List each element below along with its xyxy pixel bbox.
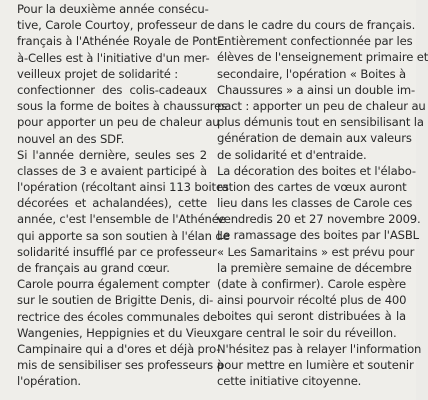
- article-line: tive, Carole Courtoy, professeur de: [17, 18, 215, 33]
- article-line: à-Celles est à l'initiative d'un mer-: [17, 50, 210, 65]
- article-line: de solidarité et d'entraide.: [217, 147, 367, 162]
- article-line: Campinaire qui a d'ores et déjà pro-: [17, 341, 221, 356]
- article-line: la première semaine de décembre: [217, 260, 412, 275]
- article-line: veilleux projet de solidarité :: [17, 66, 179, 81]
- article-line: pact : apporter un peu de chaleur au: [217, 98, 426, 113]
- article-line: plus démunis tout en sensibilisant la: [217, 115, 424, 130]
- article-line: dans le cadre du cours de français.: [217, 18, 416, 32]
- article-right-column: [217, 0, 428, 389]
- article-line: pour mettre en lumière et soutenir: [217, 357, 414, 372]
- article-line: vendredis 20 et 27 novembre 2009.: [217, 212, 421, 227]
- article-line: nouvel an des SDF.: [17, 131, 125, 146]
- article-line: rectrice des écoles communales de: [17, 309, 218, 324]
- article-line: sous la forme de boites à chaussures: [17, 99, 228, 114]
- article-line: lieu dans les classes de Carole ces: [217, 196, 413, 211]
- article-line: gare central le soir du réveillon.: [217, 325, 397, 340]
- article-line: confectionner des colis-cadeaux: [17, 82, 207, 97]
- article-left-column: [17, 0, 230, 390]
- article-line: Pour la deuxième année consécu-: [17, 2, 209, 16]
- article-line: décorées et achalandées), cette: [17, 196, 207, 211]
- article-line: ainsi pourvoir récolté plus de 400: [217, 293, 407, 308]
- article-line: cette initiative citoyenne.: [217, 374, 362, 389]
- article-line: l'opération.: [17, 374, 81, 389]
- article-line: sur le soutien de Brigitte Denis, di-: [17, 293, 214, 308]
- article-line: La décoration des boites et l'élabo-: [217, 163, 416, 178]
- article-line: mis de sensibiliser ses professeurs à: [17, 358, 224, 373]
- article-line: année, c'est l'ensemble de l'Athénée: [17, 212, 226, 227]
- article-line: boites qui seront distribuées à la: [217, 309, 406, 324]
- article-line: Entièrement confectionnée par les: [217, 34, 413, 49]
- article-line: ration des cartes de vœux auront: [217, 179, 407, 194]
- article-line: Chaussures » a ainsi un double im-: [217, 82, 416, 97]
- article-line: (date à confirmer). Carole espère: [217, 277, 406, 291]
- article-line: français à l'Athénée Royale de Pont-: [17, 34, 222, 49]
- article-line: classes de 3 e avaient participé à: [17, 163, 207, 178]
- article-line: pour apporter un peu de chaleur au: [17, 115, 220, 130]
- article-line: « Les Samaritains » est prévu pour: [217, 244, 415, 259]
- article-line: secondaire, l'opération « Boites à: [217, 66, 406, 81]
- article-line: Carole pourra également compter: [17, 277, 210, 292]
- article-line: Wangenies, Heppignies et du Vieux: [17, 325, 218, 340]
- article-line: l'opération (récoltant ainsi 113 boites: [17, 180, 229, 195]
- article-line: solidarité insufflé par ce professeur: [17, 244, 217, 259]
- article-line: qui apporte sa son soutien à l'élan de: [17, 228, 230, 243]
- article-line: Si l'année dernière, seules ses 2: [17, 147, 207, 162]
- article-line: Le ramassage des boites par l'ASBL: [217, 228, 419, 243]
- article-line: élèves de l'enseignement primaire et: [217, 50, 428, 65]
- article-line: de français au grand cœur.: [17, 261, 170, 275]
- article-line: génération de demain aux valeurs: [217, 131, 412, 146]
- article-line: N'hésitez pas à relayer l'information: [217, 341, 422, 356]
